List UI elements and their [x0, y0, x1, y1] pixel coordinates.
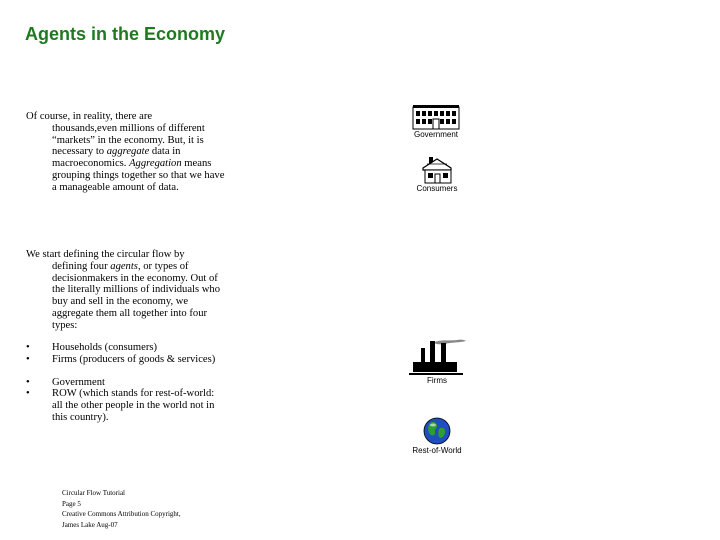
factory-icon — [407, 338, 467, 376]
agent-firms — [404, 338, 470, 385]
para1-text-a: thousands,even millions of different “markets” in the economy. But, it is necessary to — [52, 122, 205, 158]
list-item — [26, 377, 226, 389]
footer-line: Circular Flow Tutorial — [62, 489, 126, 497]
footer-line: James Lake Aug-07 — [62, 520, 118, 529]
government-building-icon — [412, 104, 460, 130]
bullet-marker: • — [26, 376, 30, 388]
list-item-text: Households (consumers) — [52, 342, 158, 353]
list-item-text: ROW (which stands for rest-of-world: all the other people in the world not in this country). — [52, 388, 215, 423]
consumers-label: Consumers — [416, 184, 458, 193]
para1-continuation — [26, 123, 226, 194]
globe-icon — [422, 416, 452, 446]
para1-text-c: means grouping things together so that we have a manageable amount of data. — [52, 158, 225, 193]
rest-of-world-label: Rest-of-World — [412, 446, 462, 455]
list-item — [26, 354, 226, 366]
page-title: Agents in the Economy — [25, 24, 226, 44]
paragraph-agents — [26, 249, 226, 332]
footer-line: Creative Commons Attribution Copyright, — [62, 510, 181, 518]
bullet-marker: • — [26, 342, 30, 353]
agent-government — [404, 104, 468, 139]
agent-consumers — [406, 156, 468, 193]
para1-emphasis-aggregate: aggregate — [106, 146, 150, 158]
para2-continuation — [26, 261, 226, 332]
house-icon — [417, 156, 457, 184]
para1-first-line: Of course, in reality, there are — [26, 111, 153, 122]
agent-rest-of-world — [404, 416, 470, 455]
firms-label: Firms — [427, 376, 447, 385]
bullet-marker: • — [26, 353, 30, 365]
list-item-text: Government — [52, 376, 105, 388]
para2-text-a: defining four — [52, 260, 111, 272]
para2-text-b: , or types of decisionmakers in the economy. Out of the literally millions of individuals who buy and sell in the economy, we aggregate them all together into four types: — [52, 260, 221, 331]
government-label: Government — [413, 130, 459, 139]
para1-emphasis-aggregation: Aggregation — [129, 158, 182, 170]
para1-text-b: data in macroeconomics. — [52, 146, 181, 170]
list-item-text: Firms (producers of goods & services) — [52, 353, 216, 365]
agent-types-list — [26, 342, 226, 424]
para2-emphasis-agents: agents — [110, 260, 138, 272]
list-item — [26, 342, 226, 354]
paragraph-aggregation — [26, 111, 226, 194]
list-item — [26, 388, 226, 423]
footer-line: Page 5 — [62, 499, 81, 508]
para2-first-line: We start defining the circular flow by — [26, 249, 185, 260]
bullet-marker: • — [26, 388, 30, 400]
footer-credits — [62, 488, 181, 530]
